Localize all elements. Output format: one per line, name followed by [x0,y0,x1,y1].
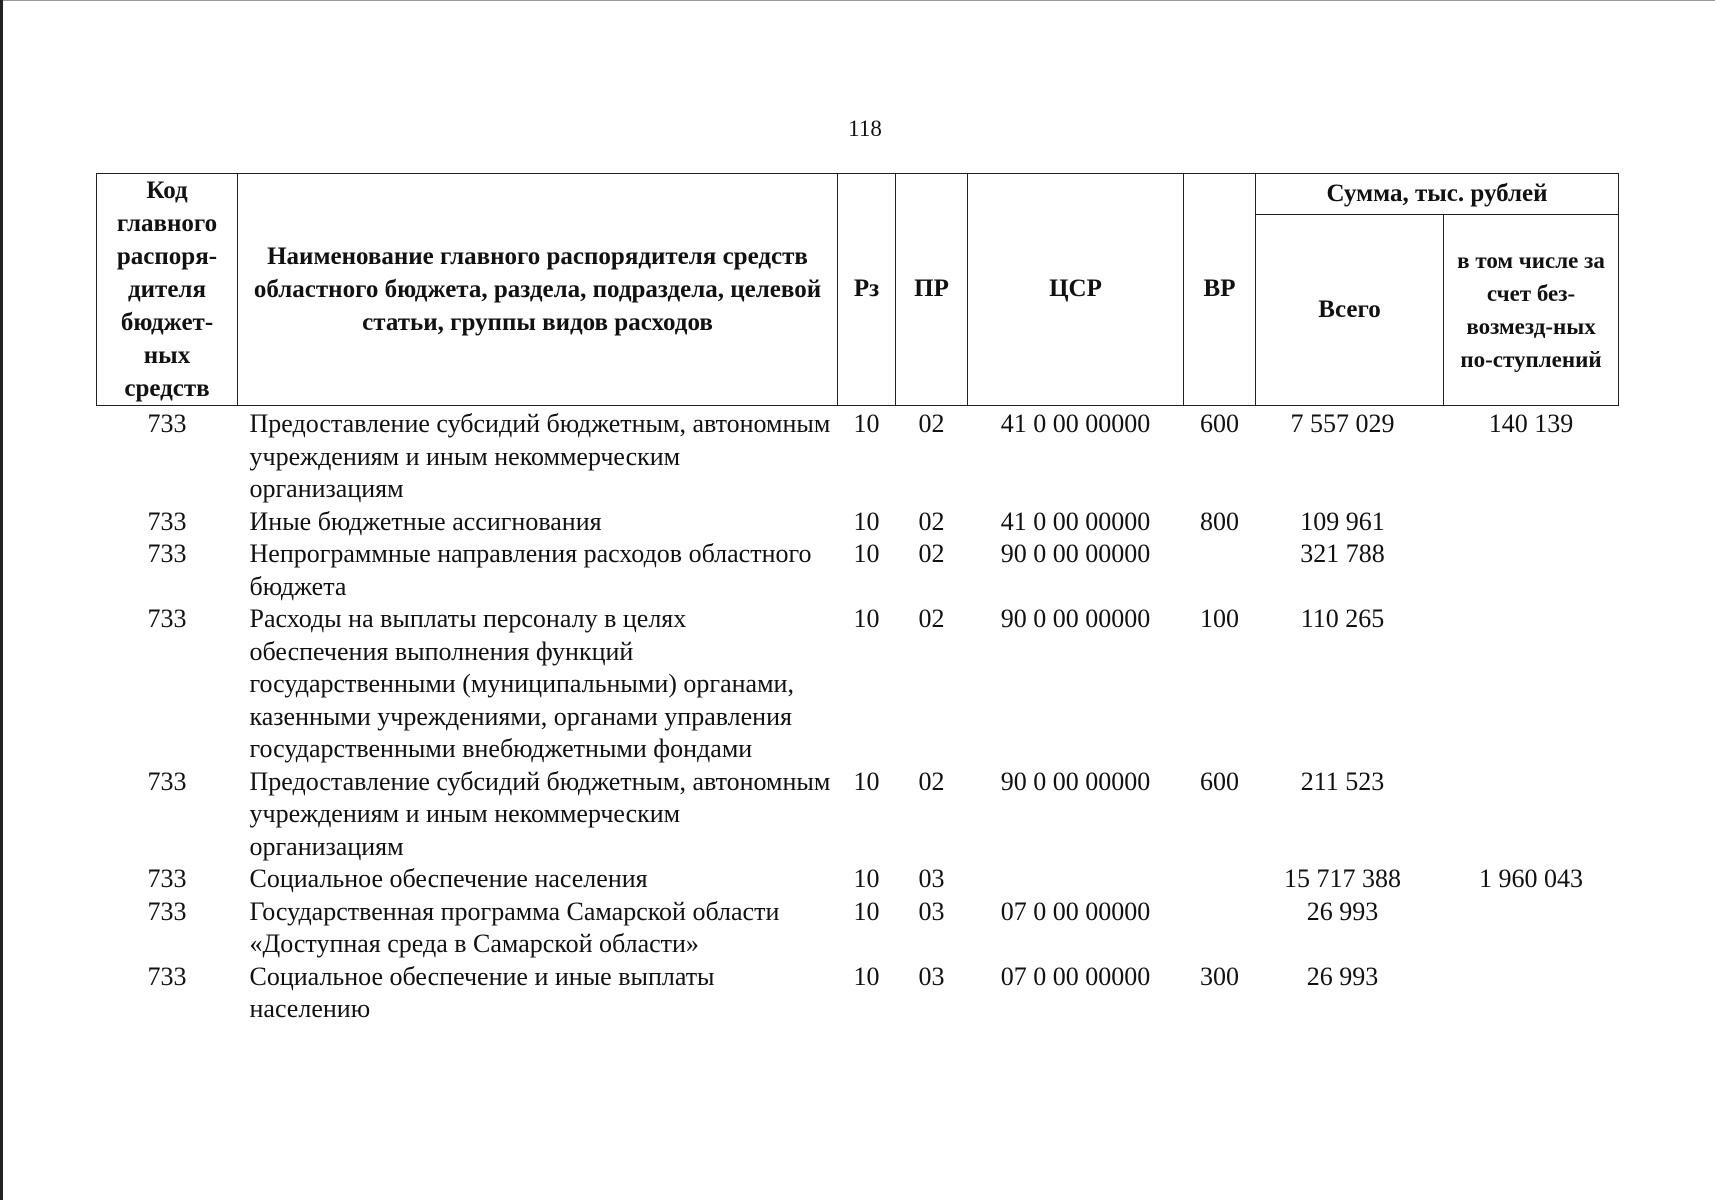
table-row [97,863,1619,896]
cell-rz: 10 [853,864,880,893]
cell-vr: 600 [1200,409,1239,438]
cell-rz: 10 [853,409,880,438]
cell-csr: 90 0 00 00000 [1000,539,1151,568]
scan-edge-top [0,0,1715,1]
cell-total: 26 993 [1306,961,1379,991]
scan-edge-left [0,0,3,1200]
cell-csr: 41 0 00 00000 [1000,409,1151,438]
cell-csr [968,863,1184,896]
cell-csr: 41 0 00 00000 [1000,506,1151,536]
cell-pr: 02 [918,604,945,633]
cell-free [1444,506,1619,539]
cell-rz: 10 [853,539,880,568]
cell-free [1444,766,1619,864]
cell-total: 211 523 [1300,766,1385,796]
table-row [97,406,1619,506]
cell-free [1444,896,1619,961]
cell-name: Предоставление субсидий бюджетным, автономным учреждениям и иным некоммерческим организациям [249,409,831,503]
cell-vr: 600 [1200,766,1239,796]
header-free: в том числе за счет без-возмезд-ных по-ступлений [1444,215,1619,406]
table-row [97,766,1619,864]
cell-code: 733 [147,961,187,991]
cell-total: 15 717 388 [1284,864,1401,893]
cell-total: 321 788 [1300,539,1385,568]
cell-code: 733 [147,539,187,568]
cell-vr [1184,896,1256,961]
cell-free: 140 139 [1488,409,1574,438]
cell-rz: 10 [853,896,880,926]
header-csr: ЦСР [968,174,1184,406]
table-row [97,506,1619,539]
cell-csr: 07 0 00 00000 [1000,896,1151,926]
cell-free [1444,603,1619,766]
cell-vr [1184,863,1256,896]
cell-name: Государственная программа Самарской области «Доступная среда в Самарской области» [249,896,780,958]
cell-total: 110 265 [1300,604,1385,633]
cell-vr: 800 [1200,506,1239,536]
cell-name: Непрограммные направления расходов областного бюджета [249,539,812,601]
table-row [97,603,1619,766]
cell-rz: 10 [853,604,880,633]
header-name: Наименование главного распорядителя средств областного бюджета, раздела, подраздела, целевой статьи, группы видов расходов [238,174,838,406]
cell-pr: 03 [918,864,945,893]
budget-table [96,173,1619,1026]
cell-code: 733 [147,864,187,893]
table-header [97,174,1619,406]
cell-total: 26 993 [1306,896,1379,926]
cell-free [1444,538,1619,603]
cell-pr: 02 [918,766,945,796]
cell-csr: 90 0 00 00000 [1000,604,1151,633]
cell-rz: 10 [853,506,880,536]
cell-name: Предоставление субсидий бюджетным, автономным учреждениям и иным некоммерческим организациям [249,766,831,861]
cell-code: 733 [147,896,187,926]
cell-name: Иные бюджетные ассигнования [249,506,602,536]
cell-total: 7 557 029 [1290,409,1395,438]
cell-pr: 03 [918,961,945,991]
cell-pr: 02 [918,506,945,536]
cell-name: Расходы на выплаты персоналу в целях обеспечения выполнения функций государственными (муниципальными) органами, казенными учреждениями, органами управления государственными внебюджетными фондами [249,604,794,763]
cell-total: 109 961 [1300,506,1385,536]
table-row [97,896,1619,961]
header-sum-group: Сумма, тыс. рублей [1256,174,1619,215]
table-row [97,961,1619,1026]
header-code: Код главного распоря-дителя бюджет-ных средств [97,174,238,406]
cell-vr: 300 [1200,961,1239,991]
header-pr: ПР [896,174,968,406]
cell-vr [1184,538,1256,603]
cell-code: 733 [147,409,187,438]
cell-rz: 10 [853,961,880,991]
cell-pr: 02 [918,409,945,438]
cell-csr: 07 0 00 00000 [1000,961,1151,991]
table-row [97,538,1619,603]
cell-code: 733 [147,766,187,796]
cell-pr: 02 [918,539,945,568]
cell-csr: 90 0 00 00000 [1000,766,1151,796]
cell-rz: 10 [853,766,880,796]
table-body [97,406,1619,1026]
cell-free: 1 960 043 [1479,864,1583,893]
cell-name: Социальное обеспечение и иные выплаты населению [249,961,715,1023]
header-total: Всего [1256,215,1444,406]
cell-pr: 03 [918,896,945,926]
cell-code: 733 [147,506,187,536]
cell-name: Социальное обеспечение населения [249,864,648,893]
cell-free [1444,961,1619,1026]
cell-vr: 100 [1200,604,1239,633]
header-rz: Рз [838,174,896,406]
page-number: 118 [848,116,882,141]
header-vr: ВР [1184,174,1256,406]
cell-code: 733 [147,604,187,633]
